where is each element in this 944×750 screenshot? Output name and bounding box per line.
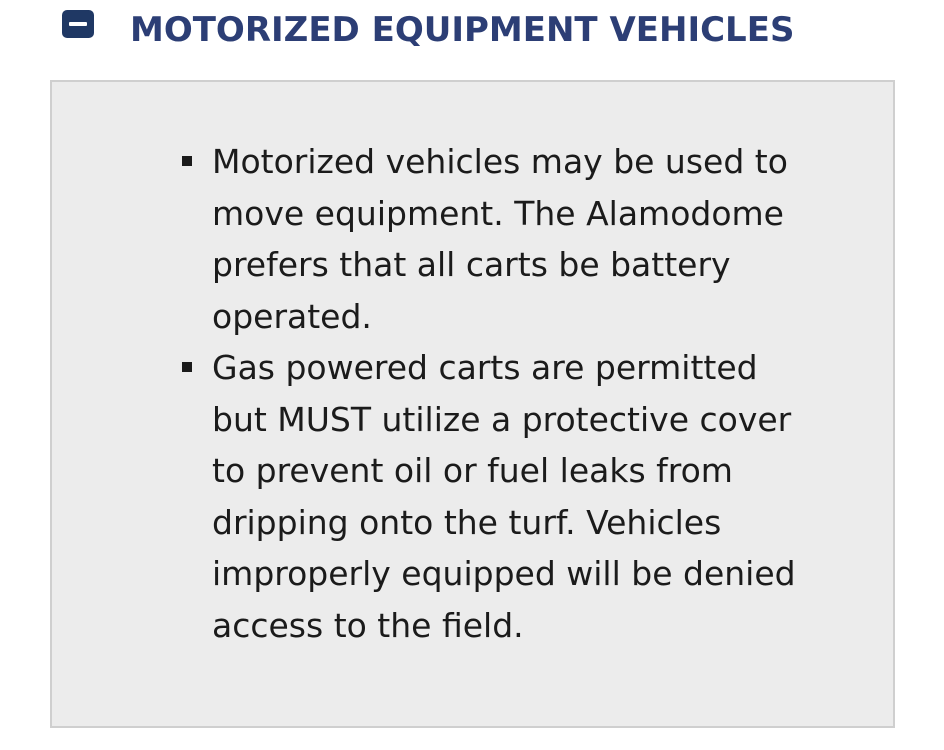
minus-icon (69, 22, 87, 26)
collapse-icon[interactable] (62, 10, 94, 38)
accordion-header[interactable] (0, 0, 944, 70)
list-item-text: Motorized vehicles may be used to move equipment. The Alamodome prefers that all carts be battery operated. (212, 142, 788, 336)
rules-list (178, 136, 818, 651)
list-item (178, 342, 818, 651)
accordion-panel (50, 80, 895, 728)
list-item-text: Gas powered carts are permitted but MUST utilize a protective cover to prevent oil or fuel leaks from dripping onto the turf. Vehicles improperly equipped will be denied access to the field. (212, 348, 796, 645)
square-bullet-icon (182, 156, 192, 166)
list-item (178, 136, 818, 342)
square-bullet-icon (182, 362, 192, 372)
section-title[interactable]: MOTORIZED EQUIPMENT VEHICLES (130, 10, 795, 50)
